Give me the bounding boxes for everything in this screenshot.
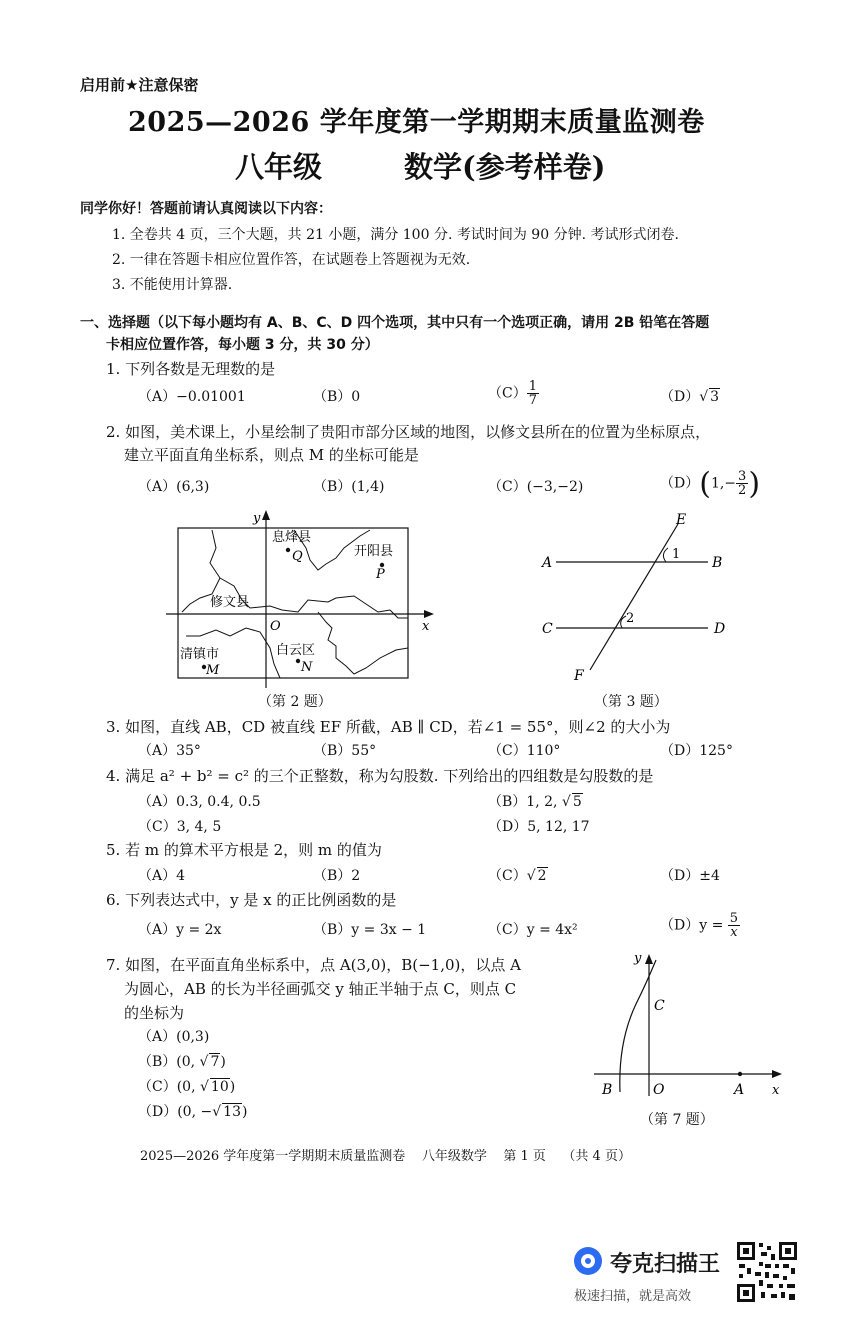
grade-title: 八年级 [235, 150, 323, 184]
q3-option-d: （D）125° [660, 743, 733, 759]
label-angle-1: 1 [672, 547, 681, 562]
label-kaiyang: 开阳县 [354, 544, 394, 559]
figure2-caption: （第 2 题） [258, 694, 332, 710]
q5-option-a: （A）4 [138, 868, 186, 884]
label-b: B [712, 555, 723, 571]
q2-d-paren-open: ( [699, 466, 711, 502]
q1-option-c-prefix: （C） [488, 385, 527, 402]
q1-c-numerator: 1 [528, 379, 537, 394]
q1-c-denominator: 7 [528, 393, 537, 408]
q5-option-b: （B）2 [313, 868, 361, 884]
label-baiyun: 白云区 [276, 643, 316, 658]
label-qingzhen: 清镇市 [180, 647, 220, 662]
q6-option-d [660, 912, 740, 939]
q4-option-a: （A）0.3, 0.4, 0.5 [138, 794, 261, 810]
line-ef [590, 524, 681, 670]
fig7-y-arrow [645, 954, 653, 964]
q1-stem: 1. 下列各数是无理数的是 [106, 360, 276, 378]
q1-option-c-fraction [527, 380, 539, 407]
figure2-map [160, 508, 442, 708]
q7-stem-line3: 的坐标为 [124, 1004, 185, 1022]
label-a: A [542, 555, 553, 571]
q2-option-c: （C）(−3,−2) [488, 479, 584, 495]
label-f: F [574, 668, 584, 684]
q2-option-d [660, 466, 761, 502]
fig7-x-arrow [772, 1070, 782, 1078]
instruction-item-1: 1. 全卷共 4 页，三个大题，共 21 小题，满分 100 分. 考试时间为 90 分钟. 考试形式闭卷. [112, 227, 679, 243]
map-y-arrow [262, 510, 270, 520]
point-n-dot [296, 659, 300, 663]
figure7-coordinate-arc [588, 946, 788, 1106]
section1-heading-line2: 卡相应位置作答，每小题 3 分，共 30 分） [106, 337, 379, 353]
q6-d-denominator: x [730, 925, 738, 940]
q2-option-a: （A）(6,3) [138, 479, 210, 495]
q6-d-numerator: 5 [729, 911, 739, 926]
q1-option-b: （B）0 [313, 389, 361, 405]
section1-heading-line1: 一、选择题（以下每小题均有 A、B、C、D 四个选项，其中只有一个选项正确，请用 2B 铅笔在答题 [80, 315, 710, 331]
q7-stem-line2: 为圆心，AB 的长为半径画弧交 y 轴正半轴于点 C，则点 C [124, 980, 517, 998]
q3-option-b: （B）55° [313, 743, 377, 759]
q7-option-b-prefix: （B）(0, √ [138, 1054, 209, 1070]
q7-option-d-radicand: 13 [223, 1104, 241, 1120]
label-n: N [301, 660, 313, 675]
q7-option-b-radicand: 7 [210, 1054, 220, 1070]
q2-d-fraction [736, 470, 748, 497]
q6-stem: 6. 下列表达式中，y 是 x 的正比例函数的是 [106, 891, 397, 909]
fig7-label-o: O [653, 1082, 665, 1098]
watermark-brand: 夸克扫描王 [610, 1252, 721, 1277]
q5-option-c-prefix: （C）√ [488, 868, 536, 884]
q7-option-c [138, 1076, 235, 1096]
q2-option-d-prefix: （D） [660, 475, 700, 492]
label-d: D [714, 621, 726, 637]
fig7-label-a: A [734, 1082, 745, 1098]
q7-option-d-prefix: （D）(0, −√ [138, 1104, 222, 1120]
q7-option-c-radicand: 10 [210, 1079, 229, 1095]
q7-option-b [138, 1051, 226, 1071]
q3-stem: 3. 如图，直线 AB，CD 被直线 EF 所截，AB ∥ CD，若∠1 = 55°，则∠2 的大小为 [106, 718, 671, 736]
q2-d-numerator: 3 [738, 469, 747, 484]
label-xiuwen: 修文县 [210, 595, 250, 610]
instructions-greeting: 同学你好！答题前请认真阅读以下内容： [80, 201, 332, 217]
q2-option-b: （B）(1,4) [313, 479, 385, 495]
fig7-x-label: x [772, 1083, 780, 1098]
page-footer: 2025—2026 学年度第一学期期末质量监测卷 八年级数学 第 1 页 （共 4 页） [140, 1149, 631, 1164]
exam-title: 2025—2026 学年度第一学期期末质量监测卷 [128, 107, 705, 138]
q2-d-inner: 1,− [710, 475, 737, 492]
q5-option-c [488, 865, 548, 885]
figure3-parallel-lines [530, 510, 750, 690]
fig7-y-label: y [634, 951, 642, 966]
q3-option-c: （C）110° [488, 743, 561, 759]
q7-option-c-prefix: （C）(0, √ [138, 1079, 209, 1095]
q7-option-b-suffix: ) [220, 1054, 226, 1070]
watermark-slogan: 极速扫描，就是高效 [574, 1289, 692, 1304]
figure3-caption: （第 3 题） [594, 694, 668, 710]
label-p: P [376, 567, 385, 582]
instruction-item-3: 3. 不能使用计算器. [112, 277, 233, 293]
q2-d-denominator: 2 [738, 483, 747, 498]
q6-d-fraction [728, 912, 740, 939]
q6-option-d-prefix: （D）y = [660, 917, 724, 934]
q7-option-c-suffix: ) [229, 1079, 236, 1095]
map-origin-label: O [270, 619, 281, 634]
q2-d-paren-close: ) [748, 466, 761, 502]
q3-option-a: （A）35° [138, 743, 201, 759]
map-x-arrow [424, 610, 434, 618]
angle-1-arc [663, 548, 668, 562]
map-y-label: y [253, 511, 261, 526]
q1-option-d-radicand: 3 [710, 389, 720, 405]
q1-option-d [660, 386, 720, 406]
q1-option-c [488, 380, 539, 407]
confidential-label: 启用前★注意保密 [80, 76, 199, 94]
q6-option-a: （A）y = 2x [138, 922, 222, 938]
quark-logo-icon [574, 1247, 602, 1275]
q7-stem-line1: 7. 如图，在平面直角坐标系中，点 A(3,0)，B(−1,0)，以点 A [106, 956, 521, 974]
label-angle-2: 2 [626, 611, 635, 626]
q2-stem-line2: 建立平面直角坐标系，则点 M 的坐标可能是 [124, 446, 419, 464]
q6-option-b: （B）y = 3x − 1 [313, 922, 427, 938]
fig7-label-c: C [654, 998, 665, 1014]
q7-option-d [138, 1101, 247, 1121]
subject-title: 数学(参考样卷) [404, 150, 606, 184]
q4-option-d: （D）5, 12, 17 [488, 819, 590, 835]
q4-option-c: （C）3, 4, 5 [138, 819, 222, 835]
q7-option-d-suffix: ) [241, 1104, 248, 1120]
qr-code-icon [735, 1240, 799, 1304]
label-m: M [206, 663, 220, 678]
q7-option-a: （A）(0,3) [138, 1029, 210, 1045]
figure7-caption: （第 7 题） [640, 1112, 714, 1128]
q1-option-a: （A）−0.01001 [138, 389, 246, 405]
q1-option-d-prefix: （D）√ [660, 389, 709, 405]
q4-option-b-prefix: （B）1, 2, √ [488, 794, 571, 810]
fig7-label-b: B [602, 1082, 613, 1098]
instruction-item-2: 2. 一律在答题卡相应位置作答，在试题卷上答题视为无效. [112, 252, 471, 268]
fig7-arc [620, 960, 656, 1092]
label-q: Q [292, 549, 303, 564]
point-q-dot [286, 548, 290, 552]
q5-option-d: （D）±4 [660, 868, 720, 884]
q4-option-b [488, 791, 583, 811]
label-c: C [542, 621, 553, 637]
q5-option-c-radicand: 2 [537, 868, 547, 884]
q4-option-b-radicand: 5 [572, 794, 582, 810]
q5-stem: 5. 若 m 的算术平方根是 2，则 m 的值为 [106, 841, 382, 859]
q4-stem: 4. 满足 a² + b² = c² 的三个正整数，称为勾股数. 下列给出的四组数是勾股数的是 [106, 767, 654, 785]
q2-stem-line1: 2. 如图，美术课上，小星绘制了贵阳市部分区域的地图，以修文县所在的位置为坐标原点， [106, 423, 711, 441]
fig7-point-a-dot [738, 1072, 742, 1076]
q6-option-c: （C）y = 4x² [488, 922, 578, 938]
map-x-label: x [422, 619, 430, 634]
label-e: E [676, 512, 687, 528]
label-xifeng: 息烽县 [272, 530, 312, 545]
